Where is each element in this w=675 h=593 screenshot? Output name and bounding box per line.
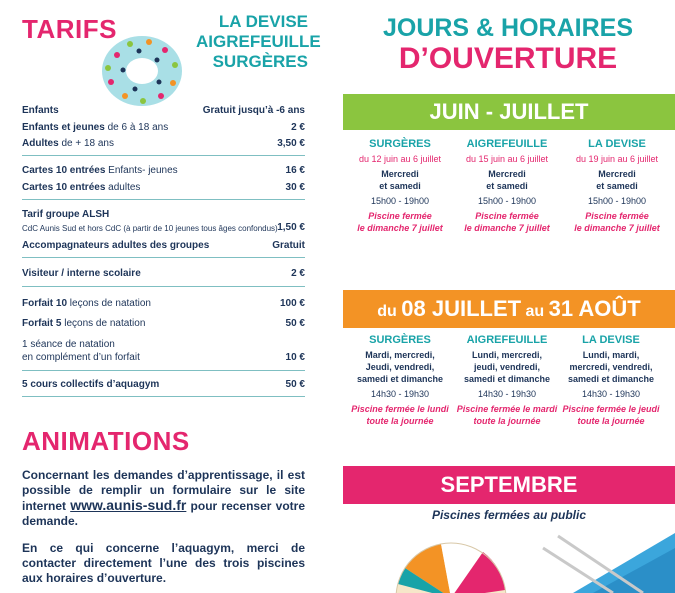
tarif-label: Forfait 10 bbox=[22, 298, 68, 309]
open-hours: 14h30 - 19h30 bbox=[581, 389, 641, 399]
tarif-value: 100 € bbox=[279, 298, 305, 309]
tarif-value: 10 € bbox=[285, 352, 305, 363]
open-hours: 15h00 - 19h00 bbox=[370, 196, 430, 206]
city-label: LA DEVISE bbox=[588, 138, 646, 150]
tarif-label: Cartes 10 entrées bbox=[22, 165, 106, 176]
aquagym-paragraph: En ce qui concerne l’aquagym, merci de contacter directement l’une des trois piscines aux horaires d’ouverture. bbox=[22, 541, 305, 585]
tarif-label: Visiteur / interne scolaire bbox=[22, 268, 141, 279]
closed-note: Piscine fermée le dimanche 7 juillet bbox=[464, 211, 550, 233]
open-days: Mercredi et samedi bbox=[596, 169, 638, 191]
city-label: AIGREFEUILLE bbox=[466, 138, 548, 150]
septembre-closed-note: Piscines fermées au public bbox=[431, 508, 587, 522]
city-label: LA DEVISE bbox=[582, 334, 640, 346]
tarif-sub-label: CdC Aunis Sud et hors CdC (à partir de 10 jeunes tous âges confondus) bbox=[22, 224, 278, 233]
tarif-value: Gratuit bbox=[272, 240, 305, 251]
aout-col-aigrefeuille bbox=[452, 334, 562, 427]
banner-juin-juillet: JUIN - JUILLET bbox=[343, 94, 675, 130]
banner-date-end: 31 AOÛT bbox=[548, 296, 641, 321]
tarif-value: Gratuit jusqu’à -6 ans bbox=[202, 105, 305, 116]
juin-col-surgeres bbox=[345, 138, 455, 234]
tarif-label: Enfants bbox=[22, 105, 59, 116]
banner-septembre: SEPTEMBRE bbox=[343, 466, 675, 504]
tarif-label: Forfait 5 bbox=[22, 318, 62, 329]
open-hours: 15h00 - 19h00 bbox=[477, 196, 537, 206]
closed-note: Piscine fermée le mardi toute la journée bbox=[456, 404, 558, 426]
juin-col-aigrefeuille bbox=[452, 138, 562, 234]
commune-aigrefeuille: AIGREFEUILLE bbox=[196, 32, 321, 51]
tarif-value: 50 € bbox=[285, 379, 305, 390]
tarif-label: 5 cours collectifs d’aquagym bbox=[22, 379, 160, 390]
tarif-value: 1,50 € bbox=[277, 222, 305, 233]
banner-word: du bbox=[377, 303, 397, 320]
tarif-label-detail: Enfants- jeunes bbox=[105, 165, 178, 176]
tarif-value: 50 € bbox=[285, 318, 305, 329]
open-days: Mardi, mercredi, Jeudi, vendredi, samedi et dimanche bbox=[356, 350, 444, 384]
tarif-label: Accompagnateurs adultes des groupes bbox=[22, 240, 210, 251]
swim-ring-icon bbox=[97, 30, 187, 112]
tarif-row-alsh bbox=[22, 208, 305, 234]
banner-date-start: 08 JUILLET bbox=[401, 296, 522, 321]
closed-note: Piscine fermée le dimanche 7 juillet bbox=[357, 211, 443, 233]
paragraph-text: pour recenser votre demande. bbox=[22, 499, 305, 528]
open-hours: 15h00 - 19h00 bbox=[587, 196, 647, 206]
date-range: du 12 juin au 6 juillet bbox=[358, 154, 442, 164]
closed-note: Piscine fermée le jeudi toute la journée bbox=[562, 404, 660, 426]
tarif-label: Cartes 10 entrées bbox=[22, 182, 106, 193]
tarif-label: Adultes bbox=[22, 138, 59, 149]
date-range: du 19 juin au 6 juillet bbox=[575, 154, 659, 164]
city-label: SURGÈRES bbox=[369, 334, 431, 346]
tarif-value: 3,50 € bbox=[277, 138, 305, 149]
tarif-label: Enfants et jeunes bbox=[22, 122, 105, 133]
city-label: SURGÈRES bbox=[369, 138, 431, 150]
closed-note: Piscine fermée le dimanche 7 juillet bbox=[574, 211, 660, 233]
open-days: Mercredi et samedi bbox=[486, 169, 528, 191]
tarif-value: 30 € bbox=[285, 182, 305, 193]
open-hours: 14h30 - 19h30 bbox=[477, 389, 537, 399]
tarifs-title: TARIFS bbox=[22, 14, 117, 44]
schedule-title-line2: D’OUVERTURE bbox=[398, 42, 618, 75]
date-range: du 15 juin au 6 juillet bbox=[465, 154, 549, 164]
closed-note: Piscine fermée le lundi toute la journée bbox=[351, 404, 449, 426]
apprentissage-paragraph bbox=[22, 468, 305, 529]
beach-ball-pool-illustration bbox=[343, 528, 675, 593]
divider bbox=[22, 199, 305, 200]
city-label: AIGREFEUILLE bbox=[466, 334, 548, 346]
divider bbox=[22, 396, 305, 397]
commune-la-devise: LA DEVISE bbox=[218, 12, 308, 31]
website-link[interactable]: www.aunis-sud.fr bbox=[70, 497, 187, 513]
tarif-row-seance bbox=[22, 338, 305, 364]
divider bbox=[22, 257, 305, 258]
open-days: Mercredi et samedi bbox=[379, 169, 421, 191]
tarif-value: 2 € bbox=[291, 268, 305, 279]
communes-list bbox=[196, 12, 321, 72]
tarif-value: 2 € bbox=[291, 122, 305, 133]
tarif-label-detail: leçons de natation bbox=[61, 318, 146, 329]
tarif-label-detail: leçons de natation bbox=[67, 298, 151, 309]
banner-word: au bbox=[525, 303, 545, 320]
tarif-label-detail: en complément d’un forfait bbox=[22, 352, 140, 363]
divider bbox=[22, 155, 305, 156]
juin-col-la-devise bbox=[562, 138, 672, 234]
schedule-title-line1: JOURS & HORAIRES bbox=[382, 14, 634, 42]
aout-col-la-devise bbox=[556, 334, 666, 427]
banner-juillet-aout bbox=[343, 290, 675, 328]
tarif-label-detail: adultes bbox=[105, 182, 141, 193]
commune-surgeres: SURGÈRES bbox=[212, 52, 308, 71]
open-days: Lundi, mercredi, jeudi, vendredi, samedi et dimanche bbox=[463, 350, 551, 384]
tarif-label-detail: de 6 à 18 ans bbox=[104, 122, 169, 133]
open-days: Lundi, mardi, mercredi, vendredi, samedi et dimanche bbox=[567, 350, 655, 384]
tarif-label: 1 séance de natation bbox=[22, 339, 115, 350]
tarif-label-detail: de + 18 ans bbox=[58, 138, 114, 149]
aout-col-surgeres bbox=[345, 334, 455, 427]
tarif-label: Tarif groupe ALSH bbox=[22, 209, 110, 220]
tarif-value: 16 € bbox=[285, 165, 305, 176]
animations-title: ANIMATIONS bbox=[22, 426, 190, 456]
paragraph-text: Concernant les demandes d’apprentissage, il est possible de remplir un formulaire sur le site internet bbox=[22, 468, 305, 513]
open-hours: 14h30 - 19h30 bbox=[370, 389, 430, 399]
divider bbox=[22, 370, 305, 371]
divider bbox=[22, 286, 305, 287]
